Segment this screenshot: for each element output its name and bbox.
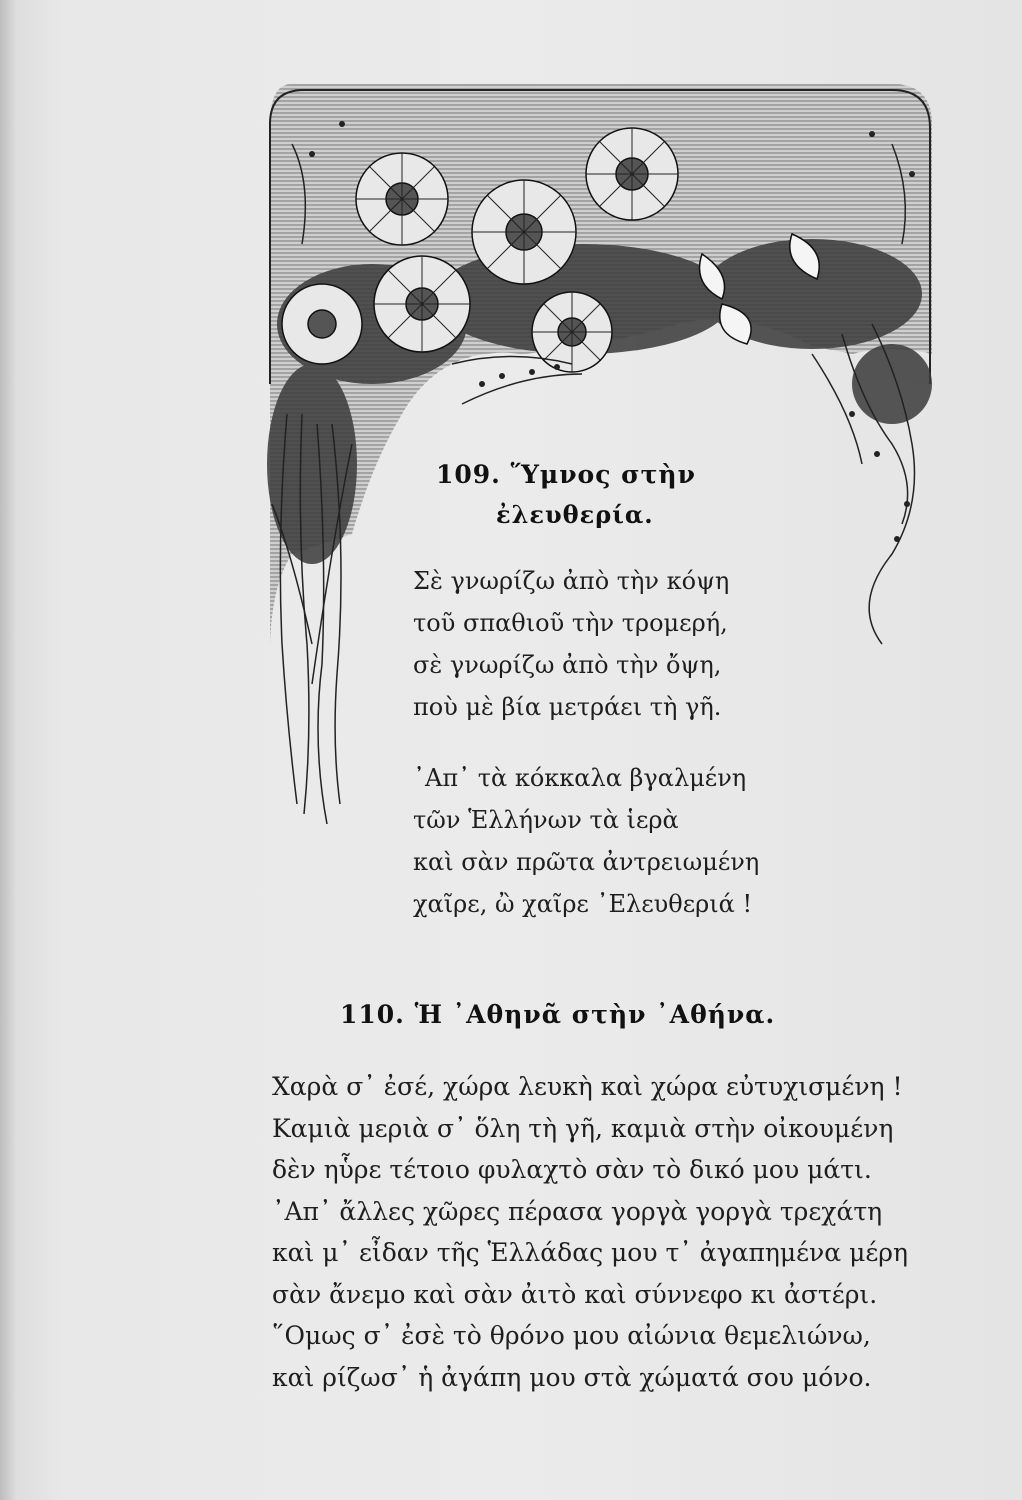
poem-109-title: 109. Ὕμνος στὴν bbox=[436, 460, 696, 489]
verse-line: ᾿Απ᾿ τὰ κόκκαλα βγαλμένη bbox=[413, 764, 747, 792]
poem-110-body bbox=[272, 1066, 908, 1398]
verse-line: σὲ γνωρίζω ἀπὸ τὴν ὄψη, bbox=[413, 651, 722, 679]
verse-line: τοῦ σπαθιοῦ τὴν τρομερή, bbox=[413, 609, 728, 637]
verse-line: σὰν ἄνεμο καὶ σὰν ἀιτὸ καὶ σύννεφο κι ἀστέρι. bbox=[272, 1279, 878, 1309]
verse-line: καὶ ρίζωσ᾿ ἡ ἀγάπη μου στὰ χώματά σου μόνο. bbox=[272, 1362, 872, 1392]
verse-line: καὶ σὰν πρῶτα ἀντρειωμένη bbox=[413, 848, 760, 876]
page-gutter-shadow bbox=[0, 0, 16, 1500]
verse-line: Καμιὰ μεριὰ σ᾿ ὅλη τὴ γῆ, καμιὰ στὴν οἰκουμένη bbox=[272, 1113, 894, 1143]
poem-109-stanza-2 bbox=[413, 757, 759, 925]
verse-line: δὲν ηὗρε τέτοιο φυλαχτὸ σὰν τὸ δικό μου μάτι. bbox=[272, 1155, 872, 1184]
poem-110-title: 110. Ἡ ᾿Αθηνᾶ στὴν ᾿Αθήνα. bbox=[340, 1000, 776, 1029]
poem-109-stanza-1 bbox=[413, 560, 729, 728]
verse-line: ῞Ομως σ᾿ ἐσὲ τὸ θρόνο μου αἰώνια θεμελιώνω, bbox=[272, 1321, 871, 1350]
verse-line: ᾿Απ᾿ ἄλλες χῶρες πέρασα γοργὰ γοργὰ τρεχάτη bbox=[272, 1196, 883, 1226]
verse-line: τῶν Ἑλλήνων τὰ ἱερὰ bbox=[413, 806, 679, 834]
poem-109-title-continued: ἐλευθερία. bbox=[496, 500, 654, 529]
verse-line: καὶ μ᾿ εἶδαν τῆς Ἑλλάδας μου τ᾿ ἀγαπημένα μέρη bbox=[272, 1238, 908, 1267]
verse-line: ποὺ μὲ βία μετράει τὴ γῆ. bbox=[413, 693, 722, 721]
verse-line: Χαρὰ σ᾿ ἐσέ, χώρα λευκὴ καὶ χώρα εὐτυχισμένη ! bbox=[272, 1072, 903, 1101]
verse-line: Σὲ γνωρίζω ἀπὸ τὴν κόψη bbox=[413, 567, 730, 595]
verse-line: χαῖρε, ὢ χαῖρε ᾿Ελευθεριά ! bbox=[413, 890, 753, 918]
